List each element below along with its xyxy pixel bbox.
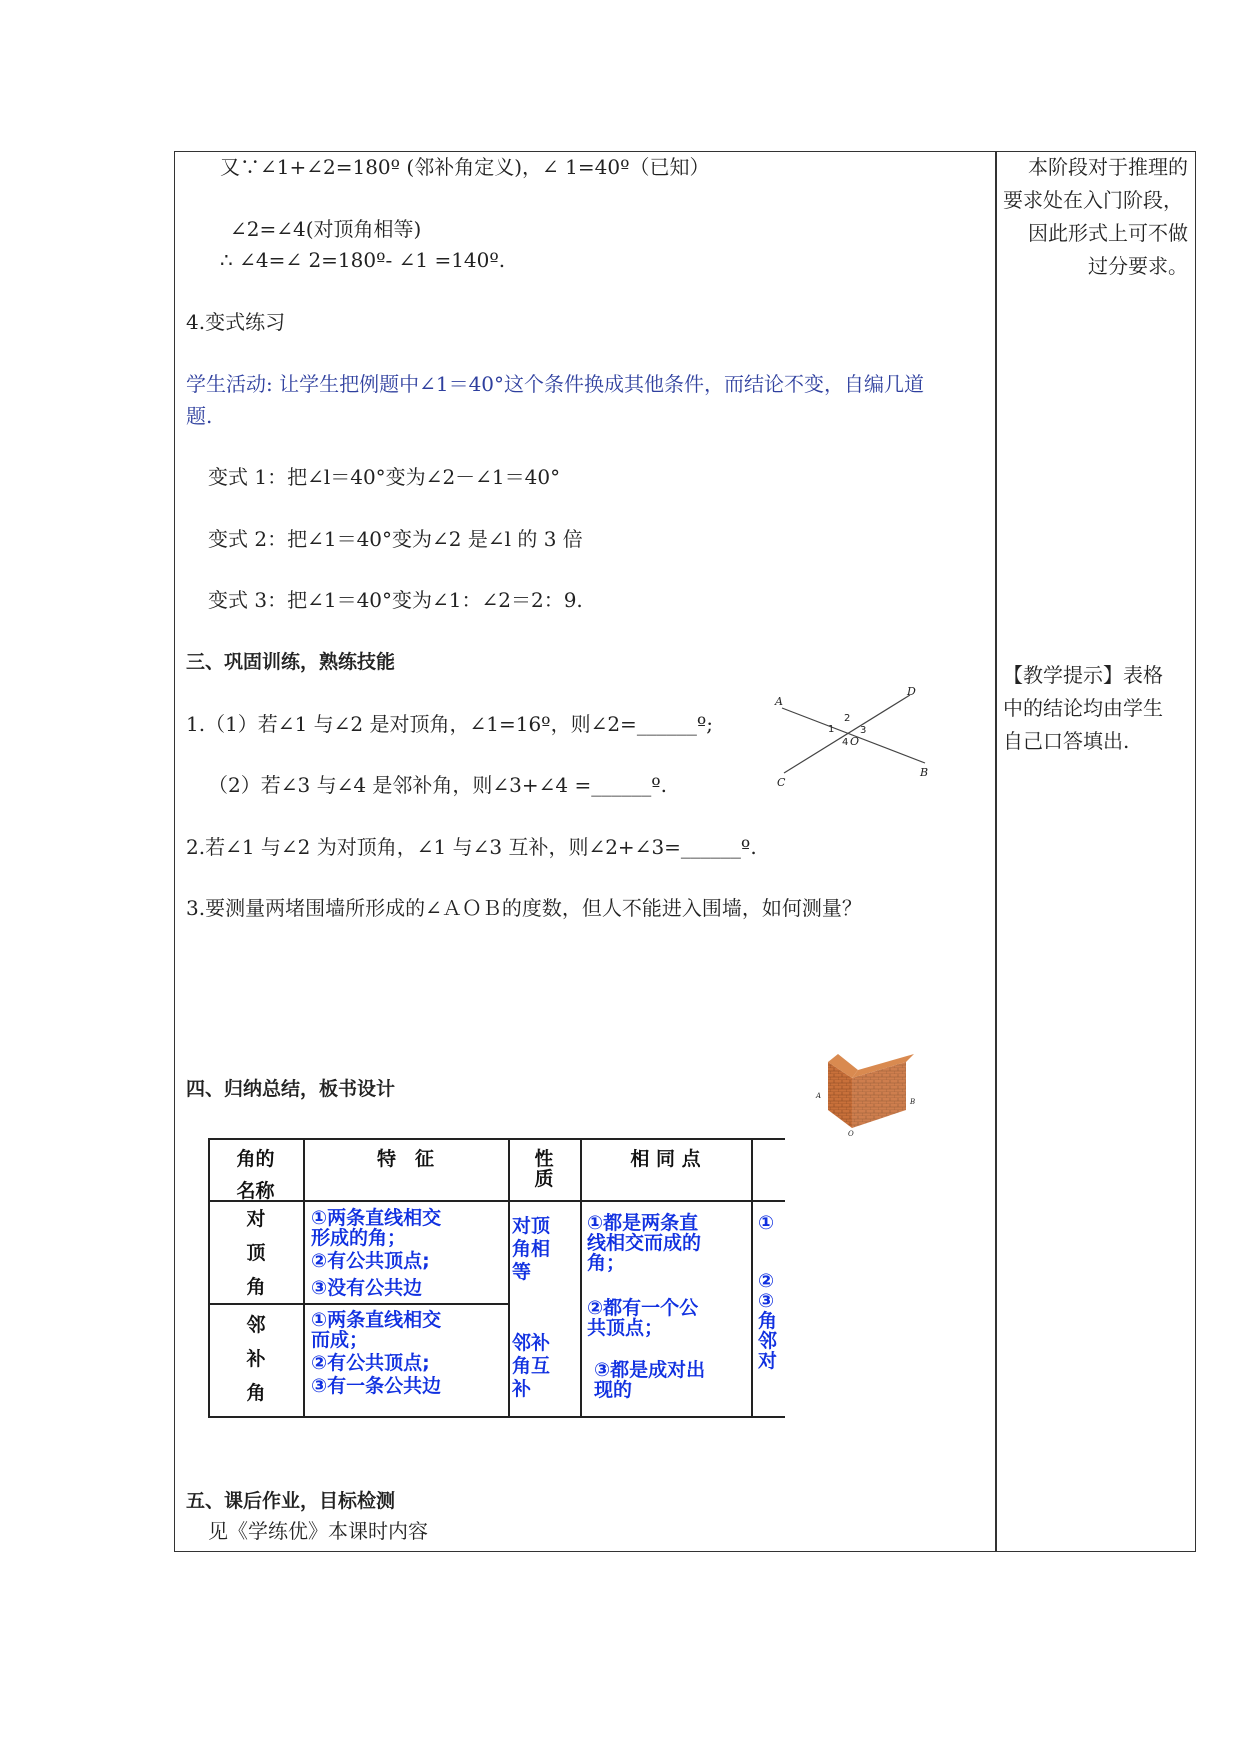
variation-1: 变式 1：把∠l＝40°变为∠2－∠1＝40° — [208, 465, 561, 489]
summary-table — [208, 1138, 785, 1420]
cut-col-1: ① — [758, 1212, 775, 1234]
question-2: 2.若∠1 与∠2 为对顶角，∠1 与∠3 互补，则∠2+∠3=______º. — [186, 835, 757, 859]
side-note-1 — [1003, 151, 1188, 283]
label-angle-1: 1 — [828, 724, 835, 735]
side-note-1-line-1: 本阶段对于推理的 — [1028, 155, 1188, 179]
header-name-1: 角的 — [236, 1148, 275, 1170]
wall-label-b: B — [910, 1098, 916, 1106]
same-4: ②都有一个公 — [587, 1297, 699, 1319]
label-angle-4: 4 — [842, 737, 849, 748]
col-line-3 — [580, 1138, 582, 1418]
header-name-2: 名称 — [236, 1180, 275, 1202]
label-d: D — [907, 685, 916, 698]
label-b: B — [920, 766, 929, 779]
same-1: ①都是两条直 — [587, 1212, 699, 1234]
wall-label-a: A — [816, 1092, 822, 1100]
row1-name-3: 角 — [246, 1276, 266, 1298]
side-note-2-line-2: 中的结论均由学生 — [1003, 696, 1163, 720]
col-line-4 — [751, 1138, 753, 1418]
homework-text: 见《学练优》本课时内容 — [208, 1519, 428, 1543]
row1-property-1: 对顶 — [512, 1215, 551, 1237]
row1-feature-4: ③没有公共边 — [311, 1277, 423, 1299]
same-6: ③都是成对出 — [594, 1359, 706, 1381]
cut-col-3: ③ — [758, 1290, 775, 1312]
row2-property-1: 邻补 — [512, 1332, 551, 1354]
same-5: 共顶点； — [587, 1317, 664, 1339]
section-5-heading: 五、课后作业，目标检测 — [186, 1490, 396, 1512]
row1-feature-3: ②有公共顶点; — [311, 1250, 430, 1272]
section-3-heading: 三、巩固训练，熟练技能 — [186, 651, 396, 673]
header-property-1: 性 — [534, 1148, 554, 1170]
row1-feature-1: ①两条直线相交 — [311, 1207, 442, 1229]
line-cd — [784, 695, 910, 773]
cut-col-5: 邻 — [758, 1330, 778, 1352]
proof-line-3: ∴ ∠4=∠ 2=180º- ∠1 =140º. — [220, 248, 506, 272]
side-note-1-line-2: 要求处在入门阶段， — [1003, 188, 1183, 212]
row2-name-2: 补 — [246, 1348, 266, 1370]
question-3: 3.要测量两堵围墙所形成的∠ＡＯＢ的度数，但人不能进入围墙，如何测量？ — [186, 896, 862, 920]
column-divider — [995, 151, 997, 1552]
section-4-heading: 四、归纳总结，板书设计 — [186, 1078, 396, 1100]
intersecting-lines-figure — [770, 683, 940, 793]
row2-feature-1: ①两条直线相交 — [311, 1309, 442, 1331]
question-1b: （2）若∠3 与∠4 是邻补角，则∠3+∠4 =______º. — [208, 773, 668, 797]
student-activity-line-1: 学生活动: 让学生把例题中∠1＝40°这个条件换成其他条件，而结论不变，自编几道 — [186, 372, 925, 396]
row2-name-3: 角 — [246, 1382, 266, 1404]
col-line-1 — [303, 1138, 305, 1418]
variation-2: 变式 2：把∠1＝40°变为∠2 是∠l 的 3 倍 — [208, 527, 583, 551]
row1-feature-2: 形成的角； — [311, 1227, 407, 1249]
cut-col-4: 角 — [758, 1310, 778, 1332]
row2-property-2: 角互 — [512, 1355, 551, 1377]
variation-heading: 4.变式练习 — [186, 310, 286, 334]
label-angle-3: 3 — [860, 725, 867, 736]
label-angle-2: 2 — [844, 713, 851, 724]
variation-3: 变式 3：把∠1＝40°变为∠1：∠2＝2：9. — [208, 588, 583, 612]
same-2: 线相交而成的 — [587, 1232, 702, 1254]
row2-feature-4: ③有一条公共边 — [311, 1375, 442, 1397]
row1-name-1: 对 — [246, 1208, 266, 1230]
side-note-2-line-1: 【教学提示】表格 — [1003, 663, 1163, 687]
cut-col-6: 对 — [758, 1350, 778, 1372]
same-3: 角； — [587, 1252, 626, 1274]
cut-col-2: ② — [758, 1270, 775, 1292]
side-note-2 — [1003, 659, 1188, 758]
header-features: 特 征 — [376, 1148, 434, 1170]
proof-line-2: ∠2=∠4(对顶角相等) — [230, 217, 422, 241]
question-1a: 1.（1）若∠1 与∠2 是对顶角，∠1=16º，则∠2=______º; — [186, 712, 713, 736]
brick-wall-figure — [814, 1050, 924, 1136]
row1-name-2: 顶 — [246, 1242, 266, 1264]
row2-property-3: 补 — [512, 1378, 532, 1400]
row2-feature-2: 而成； — [311, 1329, 369, 1351]
side-note-2-line-3: 自己口答填出. — [1003, 729, 1130, 753]
side-note-1-line-4: 过分要求。 — [1088, 254, 1188, 278]
row2-name-1: 邻 — [246, 1314, 266, 1336]
row2-feature-3: ②有公共顶点; — [311, 1352, 430, 1374]
header-same: 相 同 点 — [630, 1148, 701, 1170]
label-a: A — [775, 695, 783, 708]
proof-line-1: 又∵∠1+∠2=180º (邻补角定义)，∠ 1=40º（已知） — [220, 155, 710, 179]
label-o: O — [850, 735, 860, 748]
label-c: C — [777, 776, 786, 789]
row1-property-2: 角相 — [512, 1238, 551, 1260]
row1-property-3: 等 — [512, 1261, 532, 1283]
wall-label-o: O — [848, 1130, 854, 1136]
header-property-2: 质 — [534, 1168, 554, 1190]
student-activity-line-2: 题. — [186, 404, 213, 428]
side-note-1-line-3: 因此形式上可不做 — [1028, 221, 1188, 245]
same-7: 现的 — [594, 1379, 633, 1401]
